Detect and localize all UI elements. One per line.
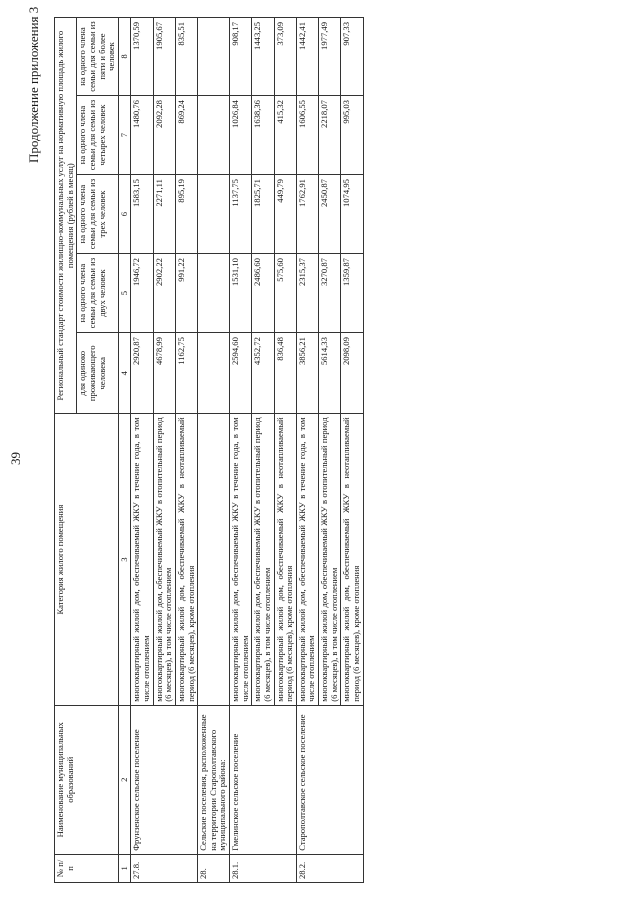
- value-cell: 1162,75: [175, 333, 197, 414]
- category-cell: многоквартирный жилой дом, обеспечиваемый ЖКУ в течение года, в том числе отоплением: [296, 414, 318, 705]
- value-cell: 2920,87: [131, 333, 153, 414]
- column-index: 1: [118, 854, 131, 882]
- value-cell: 1583,15: [131, 175, 153, 254]
- value-cell: 2098,09: [341, 333, 363, 414]
- value-cell: 4352,72: [252, 333, 274, 414]
- value-cell: 869,24: [175, 96, 197, 175]
- column-index: 3: [118, 414, 131, 705]
- value-cell: 1442,41: [296, 18, 318, 96]
- value-cell: 908,17: [230, 18, 252, 96]
- subheader-single: для одиноко проживающего человека: [77, 333, 119, 414]
- value-cell: 1443,25: [252, 18, 274, 96]
- empty-cell: [198, 18, 230, 96]
- column-index: 2: [118, 705, 131, 854]
- category-cell: многоквартирный жилой дом, обеспечиваемый ЖКУ в неотапливаемый период (6 месяцев), кроме отопления: [341, 414, 363, 705]
- empty-cell: [198, 96, 230, 175]
- value-cell: 907,33: [341, 18, 363, 96]
- value-cell: 5614,33: [319, 333, 341, 414]
- category-cell: многоквартирный жилой дом, обеспечиваемый ЖКУ в течение года, в том числе отоплением: [230, 414, 252, 705]
- value-cell: 373,09: [274, 18, 296, 96]
- value-cell: 2218,07: [319, 96, 341, 175]
- category-cell: многоквартирный жилой дом, обеспечиваемый ЖКУ в отопительный период (6 месяцев), в том числе отоплением: [319, 414, 341, 705]
- table-row: [198, 18, 230, 883]
- value-cell: 1026,84: [230, 96, 252, 175]
- col-header-category: Категория жилого помещения: [55, 414, 119, 705]
- value-cell: 1074,95: [341, 175, 363, 254]
- col-header-standard: Региональный стандарт стоимости жилищно-коммунальных услуг на нормативную площадь жилого помещения (рублей в месяц): [55, 18, 77, 414]
- column-index: 8: [118, 18, 131, 96]
- value-cell: 415,32: [274, 96, 296, 175]
- value-cell: 1946,72: [131, 254, 153, 333]
- category-cell: многоквартирный жилой дом, обеспечиваемый ЖКУ в отопительный период (6 месяцев), в том числе отоплением: [153, 414, 175, 705]
- municipality-name: Старополтавское сельское поселение: [296, 705, 363, 854]
- category-cell: многоквартирный жилой дом, обеспечиваемый ЖКУ в неотапливаемый период (6 месяцев), кроме отопления: [274, 414, 296, 705]
- empty-cell: [198, 333, 230, 414]
- value-cell: 2486,60: [252, 254, 274, 333]
- appendix-label: Продолжение приложения 3: [26, 6, 41, 163]
- row-number: 28.1.: [230, 854, 297, 882]
- empty-cell: [198, 414, 230, 705]
- row-number: 28.: [198, 854, 230, 882]
- column-index: 5: [118, 254, 131, 333]
- subheader-family-2: на одного члена семьи для семьи из двух человек: [77, 254, 119, 333]
- value-cell: 1762,91: [296, 175, 318, 254]
- value-cell: 835,51: [175, 18, 197, 96]
- col-header-municipality: Наименование муниципальных образований: [55, 705, 119, 854]
- value-cell: 1137,75: [230, 175, 252, 254]
- value-cell: 1531,10: [230, 254, 252, 333]
- value-cell: 1638,36: [252, 96, 274, 175]
- category-cell: многоквартирный жилой дом, обеспечиваемый ЖКУ в отопительный период (6 месяцев), в том числе отоплением: [252, 414, 274, 705]
- value-cell: 4678,99: [153, 333, 175, 414]
- value-cell: 3270,87: [319, 254, 341, 333]
- table-row: [230, 18, 252, 883]
- column-index: 6: [118, 175, 131, 254]
- col-header-no: № п/п: [55, 854, 119, 882]
- value-cell: 1370,59: [131, 18, 153, 96]
- value-cell: 895,19: [175, 175, 197, 254]
- value-cell: 2594,60: [230, 333, 252, 414]
- housing-standard-table: [54, 17, 364, 883]
- column-index: 7: [118, 96, 131, 175]
- value-cell: 836,48: [274, 333, 296, 414]
- table-row: [131, 18, 153, 883]
- value-cell: 995,03: [341, 96, 363, 175]
- subheader-family-4: на одного члена семьи для семьи из четырех человек: [77, 96, 119, 175]
- value-cell: 1480,76: [131, 96, 153, 175]
- empty-cell: [198, 254, 230, 333]
- value-cell: 575,60: [274, 254, 296, 333]
- value-cell: 2902,22: [153, 254, 175, 333]
- column-index-row: [118, 18, 131, 883]
- municipality-name: Фрунзенское сельское поселение: [131, 705, 198, 854]
- value-cell: 2315,37: [296, 254, 318, 333]
- value-cell: 2271,11: [153, 175, 175, 254]
- category-cell: многоквартирный жилой дом, обеспечиваемый ЖКУ в течение года, в том числе отоплением: [131, 414, 153, 705]
- municipality-name: Гмелинское сельское поселение: [230, 705, 297, 854]
- value-cell: 1606,55: [296, 96, 318, 175]
- value-cell: 1977,49: [319, 18, 341, 96]
- subheader-family-5plus: на одного члена семьи для семьи из пяти и более человек: [77, 18, 119, 96]
- value-cell: 1905,67: [153, 18, 175, 96]
- value-cell: 449,79: [274, 175, 296, 254]
- municipality-name: Сельские поселения, расположенные на территории Старополтавского муниципального района:: [198, 705, 230, 854]
- subheader-family-3: на одного члена семьи для семьи из трех человек: [77, 175, 119, 254]
- category-cell: многоквартирный жилой дом, обеспечиваемый ЖКУ в неотапливаемый период (6 месяцев), кроме отопления: [175, 414, 197, 705]
- value-cell: 2450,87: [319, 175, 341, 254]
- row-number: 27.8.: [131, 854, 198, 882]
- column-index: 4: [118, 333, 131, 414]
- row-number: 28.2.: [296, 854, 363, 882]
- value-cell: 3856,21: [296, 333, 318, 414]
- value-cell: 991,22: [175, 254, 197, 333]
- table-row: [296, 18, 318, 883]
- value-cell: 2092,28: [153, 96, 175, 175]
- value-cell: 1359,87: [341, 254, 363, 333]
- empty-cell: [198, 175, 230, 254]
- page-number: 39: [8, 452, 23, 465]
- value-cell: 1825,71: [252, 175, 274, 254]
